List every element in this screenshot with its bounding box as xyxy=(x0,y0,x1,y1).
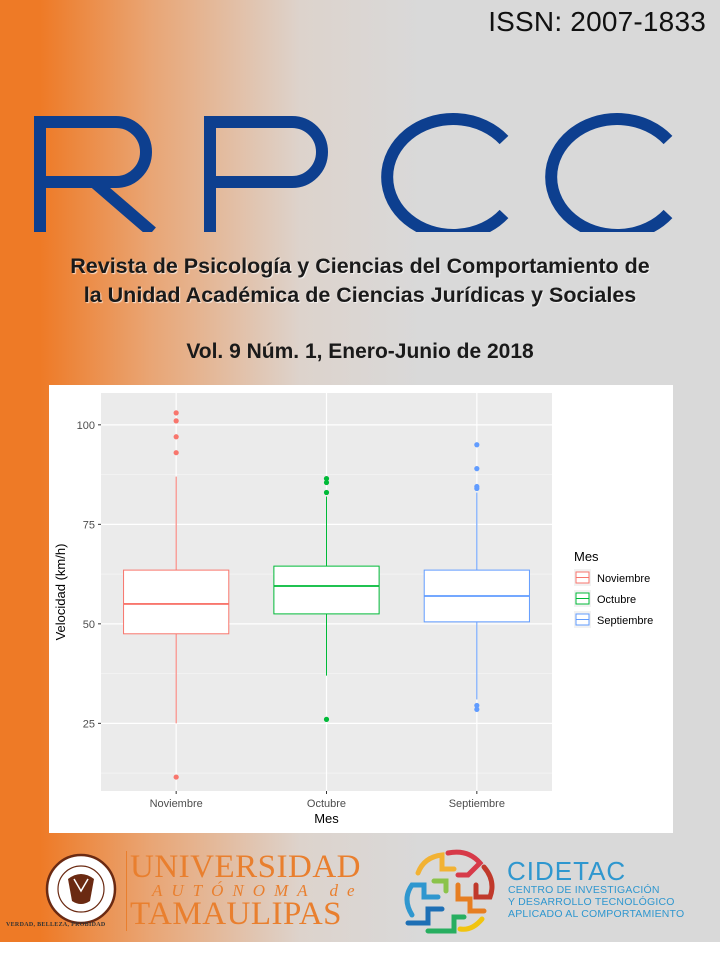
volume-label: Vol. 9 Núm. 1, Enero-Junio de 2018 xyxy=(186,340,534,363)
outlier-point xyxy=(174,450,179,455)
outlier-point xyxy=(474,466,479,471)
bottom-strip xyxy=(0,942,720,960)
logo-letter-c1 xyxy=(387,119,504,232)
y-axis-title: Velocidad (km/h) xyxy=(53,543,68,641)
issn-label: ISSN: 2007-1833 xyxy=(488,6,706,37)
legend-label: Septiembre xyxy=(597,615,654,627)
outlier-point xyxy=(474,486,479,491)
y-tick-label: 25 xyxy=(82,718,95,731)
seal-motto: VERDAD, BELLEZA, PROBIDAD xyxy=(6,922,106,928)
outlier-point xyxy=(174,410,179,415)
logo-letter-p xyxy=(210,122,322,232)
subtitle-line-1: Revista de Psicología y Ciencias del Comportamiento de xyxy=(70,254,650,278)
legend-label: Noviembre xyxy=(597,573,651,585)
outlier-point xyxy=(324,490,329,495)
cidetac-line-2: Y DESARROLLO TECNOLÓGICO xyxy=(508,896,675,908)
cidetac-brain-logo xyxy=(398,845,502,937)
outlier-point xyxy=(474,707,479,712)
journal-subtitle xyxy=(20,252,700,310)
cidetac-line-1: CENTRO DE INVESTIGACIÓN xyxy=(508,884,660,896)
university-name-line-1: UNIVERSIDAD xyxy=(130,849,361,885)
logo-letter-c2 xyxy=(551,119,668,232)
x-tick-label: Octubre xyxy=(306,798,347,810)
rpcc-logo xyxy=(34,108,676,232)
y-tick-label: 75 xyxy=(82,519,95,532)
footer-divider xyxy=(126,851,127,931)
cidetac-line-3: APLICADO AL COMPORTAMIENTO xyxy=(508,908,685,920)
university-name-line-3: TAMAULIPAS xyxy=(130,896,343,932)
chart-panel xyxy=(49,385,673,833)
x-tick-label: Septiembre xyxy=(448,798,505,810)
university-name-line-2: AUTÓNOMA de xyxy=(152,881,364,900)
outlier-point xyxy=(174,418,179,423)
outlier-point xyxy=(474,442,479,447)
cidetac-title: CIDETAC xyxy=(507,856,627,886)
legend-label: Octubre xyxy=(597,594,637,606)
boxplot-chart xyxy=(49,385,673,833)
box-noviembre xyxy=(124,570,229,634)
logo-letter-r xyxy=(40,122,152,232)
y-tick-label: 50 xyxy=(82,618,95,631)
outlier-point xyxy=(324,717,329,722)
outlier-point xyxy=(324,480,329,485)
outlier-point xyxy=(174,434,179,439)
y-tick-label: 100 xyxy=(76,419,95,432)
legend-title: Mes xyxy=(574,549,599,564)
box-octubre xyxy=(274,566,379,614)
outlier-point xyxy=(174,774,179,779)
x-tick-label: Noviembre xyxy=(149,798,203,810)
x-axis-title: Mes xyxy=(314,811,339,826)
subtitle-line-2: la Unidad Académica de Ciencias Jurídicas y Sociales xyxy=(83,283,637,307)
